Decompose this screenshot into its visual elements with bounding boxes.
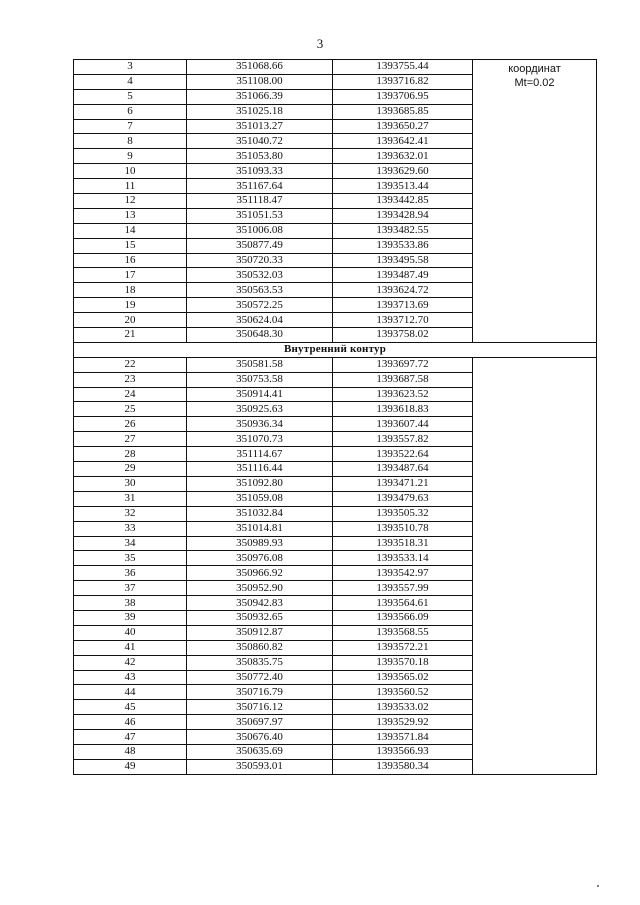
- x-coordinate-cell: 350593.01: [187, 759, 333, 774]
- y-coordinate-cell: 1393533.14: [333, 551, 473, 566]
- x-coordinate-cell: 350716.12: [187, 700, 333, 715]
- point-number-cell: 18: [74, 283, 187, 298]
- y-coordinate-cell: 1393479.63: [333, 491, 473, 506]
- x-coordinate-cell: 350932.65: [187, 610, 333, 625]
- y-coordinate-cell: 1393755.44: [333, 60, 473, 75]
- y-coordinate-cell: 1393428.94: [333, 208, 473, 223]
- y-coordinate-cell: 1393706.95: [333, 89, 473, 104]
- point-number-cell: 16: [74, 253, 187, 268]
- y-coordinate-cell: 1393607.44: [333, 417, 473, 432]
- x-coordinate-cell: 350952.90: [187, 581, 333, 596]
- y-coordinate-cell: 1393542.97: [333, 566, 473, 581]
- y-coordinate-cell: 1393505.32: [333, 506, 473, 521]
- y-coordinate-cell: 1393687.58: [333, 372, 473, 387]
- y-coordinate-cell: 1393623.52: [333, 387, 473, 402]
- point-number-cell: 31: [74, 491, 187, 506]
- outer-contour-rows: [74, 60, 597, 343]
- point-number-cell: 11: [74, 179, 187, 194]
- accuracy-note-cell: [473, 60, 597, 343]
- y-coordinate-cell: 1393487.49: [333, 268, 473, 283]
- point-number-cell: 40: [74, 625, 187, 640]
- y-coordinate-cell: 1393533.86: [333, 238, 473, 253]
- x-coordinate-cell: 350912.87: [187, 625, 333, 640]
- y-coordinate-cell: 1393629.60: [333, 164, 473, 179]
- x-coordinate-cell: 351118.47: [187, 194, 333, 209]
- x-coordinate-cell: 350860.82: [187, 640, 333, 655]
- y-coordinate-cell: 1393533.02: [333, 700, 473, 715]
- point-number-cell: 14: [74, 223, 187, 238]
- point-number-cell: 36: [74, 566, 187, 581]
- x-coordinate-cell: 351032.84: [187, 506, 333, 521]
- x-coordinate-cell: 351093.33: [187, 164, 333, 179]
- y-coordinate-cell: 1393618.83: [333, 402, 473, 417]
- scan-speck: [597, 885, 599, 887]
- x-coordinate-cell: 350966.92: [187, 566, 333, 581]
- y-coordinate-cell: 1393570.18: [333, 655, 473, 670]
- y-coordinate-cell: 1393624.72: [333, 283, 473, 298]
- x-coordinate-cell: 350624.04: [187, 313, 333, 328]
- y-coordinate-cell: 1393518.31: [333, 536, 473, 551]
- point-number-cell: 42: [74, 655, 187, 670]
- x-coordinate-cell: 351066.39: [187, 89, 333, 104]
- page-number: 3: [316, 36, 324, 51]
- x-coordinate-cell: 350697.97: [187, 715, 333, 730]
- y-coordinate-cell: 1393565.02: [333, 670, 473, 685]
- x-coordinate-cell: 351013.27: [187, 119, 333, 134]
- point-number-cell: 20: [74, 313, 187, 328]
- x-coordinate-cell: 350572.25: [187, 298, 333, 313]
- y-coordinate-cell: 1393566.09: [333, 610, 473, 625]
- y-coordinate-cell: 1393580.34: [333, 759, 473, 774]
- y-coordinate-cell: 1393557.99: [333, 581, 473, 596]
- y-coordinate-cell: 1393568.55: [333, 625, 473, 640]
- x-coordinate-cell: 350914.41: [187, 387, 333, 402]
- y-coordinate-cell: 1393560.52: [333, 685, 473, 700]
- point-number-cell: 23: [74, 372, 187, 387]
- point-number-cell: 6: [74, 104, 187, 119]
- point-number-cell: 3: [74, 60, 187, 75]
- y-coordinate-cell: 1393716.82: [333, 74, 473, 89]
- x-coordinate-cell: 350772.40: [187, 670, 333, 685]
- x-coordinate-cell: 351114.67: [187, 447, 333, 462]
- x-coordinate-cell: 350936.34: [187, 417, 333, 432]
- point-number-cell: 30: [74, 476, 187, 491]
- x-coordinate-cell: 350925.63: [187, 402, 333, 417]
- point-number-cell: 32: [74, 506, 187, 521]
- point-number-cell: 26: [74, 417, 187, 432]
- y-coordinate-cell: 1393712.70: [333, 313, 473, 328]
- x-coordinate-cell: 351116.44: [187, 462, 333, 477]
- point-number-cell: 27: [74, 432, 187, 447]
- point-number-cell: 9: [74, 149, 187, 164]
- x-coordinate-cell: 350532.03: [187, 268, 333, 283]
- x-coordinate-cell: 350635.69: [187, 744, 333, 759]
- y-coordinate-cell: 1393650.27: [333, 119, 473, 134]
- y-coordinate-cell: 1393713.69: [333, 298, 473, 313]
- point-number-cell: 34: [74, 536, 187, 551]
- point-number-cell: 17: [74, 268, 187, 283]
- x-coordinate-cell: 351025.18: [187, 104, 333, 119]
- section-title: Внутренний контур: [74, 342, 597, 357]
- y-coordinate-cell: 1393564.61: [333, 596, 473, 611]
- y-coordinate-cell: 1393522.64: [333, 447, 473, 462]
- y-coordinate-cell: 1393495.58: [333, 253, 473, 268]
- x-coordinate-cell: 351068.66: [187, 60, 333, 75]
- x-coordinate-cell: 350648.30: [187, 328, 333, 343]
- x-coordinate-cell: 350581.58: [187, 357, 333, 372]
- y-coordinate-cell: 1393487.64: [333, 462, 473, 477]
- y-coordinate-cell: 1393513.44: [333, 179, 473, 194]
- y-coordinate-cell: 1393566.93: [333, 744, 473, 759]
- inner-contour-rows: [74, 357, 597, 774]
- x-coordinate-cell: 350563.53: [187, 283, 333, 298]
- x-coordinate-cell: 350720.33: [187, 253, 333, 268]
- point-number-cell: 25: [74, 402, 187, 417]
- point-number-cell: 37: [74, 581, 187, 596]
- point-number-cell: 35: [74, 551, 187, 566]
- y-coordinate-cell: 1393758.02: [333, 328, 473, 343]
- x-coordinate-cell: 350716.79: [187, 685, 333, 700]
- point-number-cell: 29: [74, 462, 187, 477]
- x-coordinate-cell: 350989.93: [187, 536, 333, 551]
- y-coordinate-cell: 1393557.82: [333, 432, 473, 447]
- x-coordinate-cell: 350942.83: [187, 596, 333, 611]
- y-coordinate-cell: 1393471.21: [333, 476, 473, 491]
- point-number-cell: 4: [74, 74, 187, 89]
- y-coordinate-cell: 1393642.41: [333, 134, 473, 149]
- y-coordinate-cell: 1393529.92: [333, 715, 473, 730]
- point-number-cell: 21: [74, 328, 187, 343]
- x-coordinate-cell: 351059.08: [187, 491, 333, 506]
- x-coordinate-cell: 351014.81: [187, 521, 333, 536]
- x-coordinate-cell: 351006.08: [187, 223, 333, 238]
- y-coordinate-cell: 1393572.21: [333, 640, 473, 655]
- point-number-cell: 48: [74, 744, 187, 759]
- y-coordinate-cell: 1393697.72: [333, 357, 473, 372]
- x-coordinate-cell: 350976.08: [187, 551, 333, 566]
- table-row: [74, 60, 597, 75]
- inner-contour-section: [74, 342, 597, 357]
- point-number-cell: 28: [74, 447, 187, 462]
- x-coordinate-cell: 351051.53: [187, 208, 333, 223]
- x-coordinate-cell: 350753.58: [187, 372, 333, 387]
- point-number-cell: 19: [74, 298, 187, 313]
- y-coordinate-cell: 1393685.85: [333, 104, 473, 119]
- point-number-cell: 13: [74, 208, 187, 223]
- empty-note-cell: [473, 357, 597, 774]
- x-coordinate-cell: 351092.80: [187, 476, 333, 491]
- x-coordinate-cell: 350676.40: [187, 730, 333, 745]
- y-coordinate-cell: 1393510.78: [333, 521, 473, 536]
- point-number-cell: 24: [74, 387, 187, 402]
- point-number-cell: 33: [74, 521, 187, 536]
- table-row: [74, 357, 597, 372]
- point-number-cell: 47: [74, 730, 187, 745]
- point-number-cell: 49: [74, 759, 187, 774]
- x-coordinate-cell: 351053.80: [187, 149, 333, 164]
- point-number-cell: 5: [74, 89, 187, 104]
- x-coordinate-cell: 350835.75: [187, 655, 333, 670]
- point-number-cell: 45: [74, 700, 187, 715]
- point-number-cell: 12: [74, 194, 187, 209]
- point-number-cell: 44: [74, 685, 187, 700]
- note-line-2: Mt=0.02: [514, 77, 555, 89]
- section-header-row: [74, 342, 597, 357]
- point-number-cell: 41: [74, 640, 187, 655]
- x-coordinate-cell: 351070.73: [187, 432, 333, 447]
- point-number-cell: 8: [74, 134, 187, 149]
- x-coordinate-cell: 350877.49: [187, 238, 333, 253]
- y-coordinate-cell: 1393442.85: [333, 194, 473, 209]
- point-number-cell: 38: [74, 596, 187, 611]
- point-number-cell: 39: [74, 610, 187, 625]
- point-number-cell: 43: [74, 670, 187, 685]
- coordinates-table: [73, 59, 597, 775]
- point-number-cell: 15: [74, 238, 187, 253]
- point-number-cell: 46: [74, 715, 187, 730]
- x-coordinate-cell: 351040.72: [187, 134, 333, 149]
- point-number-cell: 7: [74, 119, 187, 134]
- y-coordinate-cell: 1393482.55: [333, 223, 473, 238]
- y-coordinate-cell: 1393632.01: [333, 149, 473, 164]
- x-coordinate-cell: 351167.64: [187, 179, 333, 194]
- point-number-cell: 10: [74, 164, 187, 179]
- note-line-1: координат: [508, 63, 561, 75]
- point-number-cell: 22: [74, 357, 187, 372]
- x-coordinate-cell: 351108.00: [187, 74, 333, 89]
- y-coordinate-cell: 1393571.84: [333, 730, 473, 745]
